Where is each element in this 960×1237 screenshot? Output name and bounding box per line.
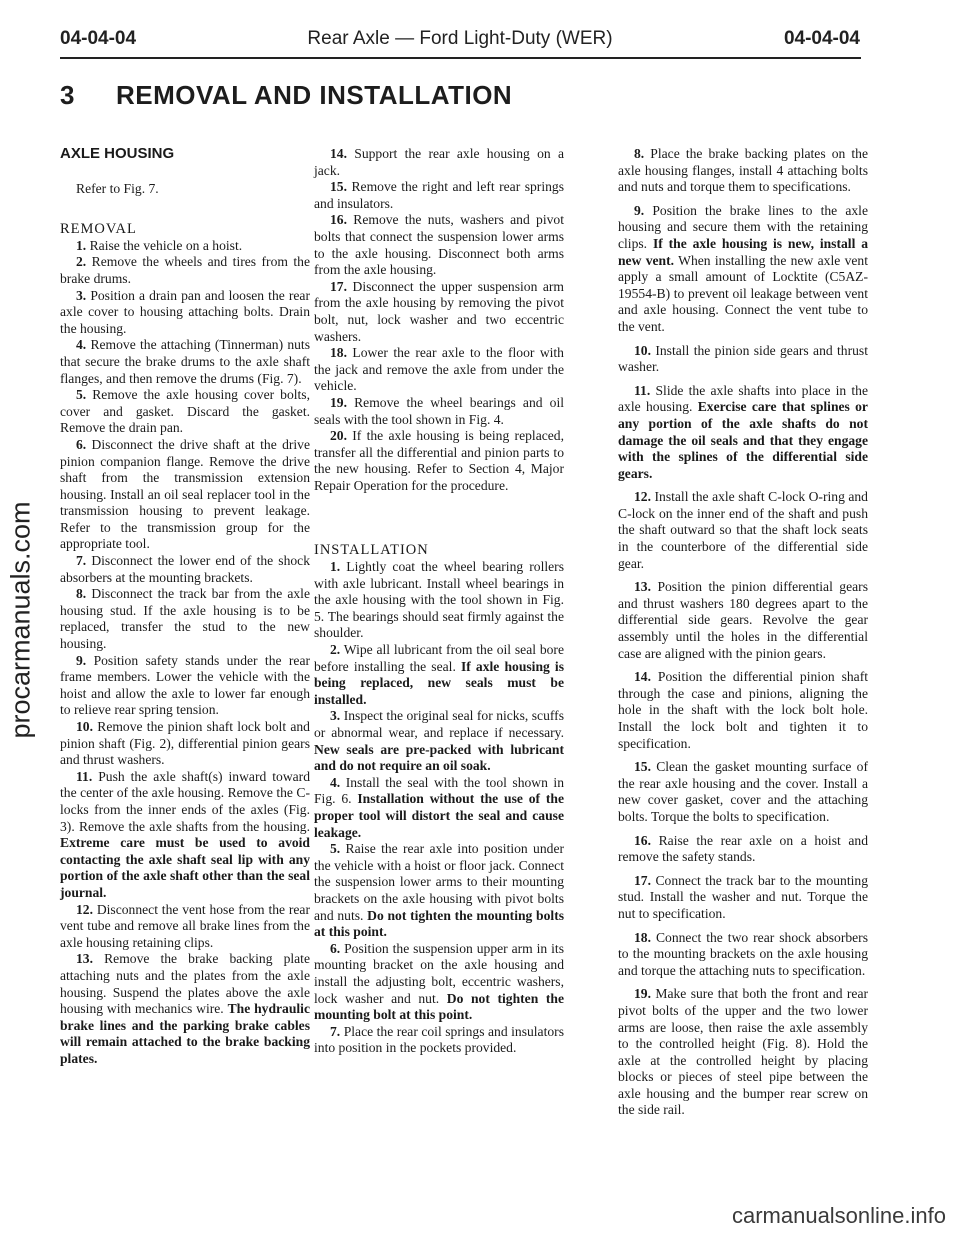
step-caution: Exercise care that splines or any portion of the axle shafts do not damage the oil seals and that they engage with the splines of the differential side gears. (618, 399, 868, 481)
step-caution: Do not tighten the mounting bolts at this point. (314, 907, 565, 940)
step-number: 13. (634, 579, 651, 595)
step-number: 12. (76, 901, 93, 917)
step-paragraph (314, 179, 564, 212)
step-number: 17. (634, 872, 651, 888)
side-watermark (4, 470, 38, 770)
step-number: 11. (76, 768, 93, 784)
step-number: 17. (330, 278, 347, 294)
step-paragraph (618, 930, 868, 980)
step-text: Raise the rear axle on a hoist and remove the safety stands. (618, 832, 868, 865)
step-text: Slide the axle shafts into place in the axle housing. (618, 382, 868, 415)
step-caution: New seals are pre-packed with lubricant and do not require an oil soak. (314, 741, 564, 774)
step-paragraph (314, 212, 564, 278)
step-number: 5. (76, 387, 87, 403)
step-text: Install the seal with the tool shown in Fig. 6. (314, 774, 564, 807)
step-number: 18. (330, 345, 347, 361)
step-number: 13. (76, 951, 93, 967)
step-paragraph (314, 146, 564, 179)
step-paragraph (314, 708, 564, 774)
step-number: 6. (76, 436, 87, 452)
step-caution: The hydraulic brake lines and the parking brake cables will remain attached to the brake backing plates. (60, 1001, 310, 1066)
step-number: 11. (634, 382, 651, 398)
step-text: Remove the pinion shaft lock bolt and pinion shaft (Fig. 2), differential pinion gears and thrust washers. (60, 719, 310, 768)
step-number: 4. (330, 774, 341, 790)
step-text: Place the rear coil springs and insulators into position in the pockets provided. (314, 1023, 564, 1056)
step-caution: Extreme care must be used to avoid contacting the axle shaft seal lip with any portion of the axle shaft other than the seal journal. (60, 835, 310, 900)
step-text: Install the axle shaft C-lock O-ring and C-lock on the inner end of the shaft and push the shaft outward so that the shaft lock seats in the counterbore of the differential side gear. (618, 489, 868, 571)
step-number: 16. (330, 212, 347, 228)
step-text: Disconnect the track bar from the axle housing stud. If the axle housing is to be replaced, transfer the stud to the new housing. (60, 586, 310, 652)
removal-steps-part1 (60, 238, 310, 1068)
step-number: 3. (76, 287, 87, 303)
step-paragraph (618, 833, 868, 866)
step-paragraph (618, 986, 868, 1119)
step-text: Position the suspension upper arm in its mounting bracket on the axle housing and install the adjusting bolt, eccentric washers, lock washer and nut. (314, 940, 564, 1006)
step-number: 10. (76, 719, 93, 734)
step-paragraph (314, 775, 564, 841)
step-paragraph (60, 553, 310, 586)
step-number: 2. (76, 254, 87, 270)
step-paragraph (618, 343, 868, 376)
step-paragraph (314, 941, 564, 1024)
bottom-watermark: carmanualsonline.info (731, 1203, 946, 1228)
step-text: Remove the nuts, washers and pivot bolts that connect the suspension lower arms to the axle housing. Disconnect both arms from the axle housing. (314, 212, 564, 278)
step-number: 5. (330, 841, 341, 857)
step-paragraph (60, 719, 310, 769)
step-paragraph (618, 579, 868, 662)
removal-steps-part2 (314, 146, 564, 494)
step-paragraph (60, 902, 310, 952)
step-paragraph (314, 559, 564, 642)
step-text: Raise the vehicle on a hoist. (89, 237, 243, 253)
step-text: Remove the attaching (Tinnerman) nuts that secure the brake drums to the axle shaft flanges, and then remove the drums (Fig. 7). (60, 337, 311, 386)
step-text: Wipe all lubricant from the oil seal bore before installing the seal. (314, 642, 564, 674)
step-text: Disconnect the drive shaft at the drive pinion companion flange. Remove the drive shaft from the transmission extension housing. Install an oil seal replacer tool in the transmission housing to prevent leakage. Refer to the transmission group for the appropriate tool. (60, 436, 310, 552)
section-title-text: REMOVAL AND INSTALLATION (116, 80, 513, 110)
step-text: If the axle housing is being replaced, transfer all the differential and pinion parts to the new housing. Refer to Section 4, Major Repair Operation for the procedure. (314, 428, 564, 493)
step-text: Connect the two rear shock absorbers to the mounting brackets on the axle housing and torque the attaching nuts to specification. (618, 929, 868, 978)
step-number: 15. (330, 179, 347, 195)
step-text: Disconnect the vent hose from the rear vent tube and remove all brake lines from the axle housing retaining clips. (60, 901, 310, 950)
step-text: Disconnect the upper suspension arm from the axle housing by removing the pivot bolt, nut, lock washer and two eccentric washers. (314, 278, 564, 344)
step-text-continued: When installing the new axle vent apply a small amount of Locktite (C5AZ-19554-B) to prevent oil leakage between vent and axle housing. Connect the vent tube to the vent. (618, 252, 868, 334)
step-paragraph (618, 669, 868, 752)
step-text: Position the brake lines to the axle housing and secure them with the retaining clips. (618, 202, 868, 251)
installation-steps-part2 (618, 146, 868, 1119)
step-number: 4. (76, 337, 87, 353)
step-paragraph (60, 254, 310, 287)
step-text: Disconnect the lower end of the shock absorbers at the mounting brackets. (60, 553, 311, 585)
step-number: 1. (76, 237, 87, 253)
step-text: Remove the brake backing plate attaching nuts and the plates from the axle housing. Suspend the plates above the axle housing with mechanics wire. (60, 951, 310, 1017)
step-number: 12. (634, 489, 651, 505)
step-text: Connect the track bar to the mounting stud. Install the washer and nut. Torque the nut to specification. (618, 872, 868, 921)
page-header (60, 28, 860, 52)
step-text: Position a drain pan and loosen the rear axle cover to housing attaching bolts. Drain the housing. (60, 287, 310, 336)
step-paragraph (314, 279, 564, 345)
installation-steps-part1 (314, 559, 564, 1057)
step-number: 7. (76, 553, 87, 569)
step-paragraph (314, 345, 564, 395)
installation-heading: INSTALLATION (314, 542, 429, 559)
removal-heading: REMOVAL (60, 221, 137, 238)
axle-housing-heading: AXLE HOUSING (60, 145, 175, 162)
step-text: Remove the wheels and tires from the brake drums. (60, 254, 310, 286)
step-text: Remove the right and left rear springs and insulators. (314, 179, 564, 211)
step-text: Position the pinion differential gears and thrust washers 180 degrees apart to the differential side gears. Revolve the gear assembly until the holes in the differential case are aligned with the pinion gears. (618, 579, 868, 661)
page-code-left: 04-04-04 (60, 28, 137, 49)
step-paragraph (60, 387, 310, 437)
step-text: Remove the wheel bearings and oil seals with the tool shown in Fig. 4. (314, 394, 564, 427)
step-paragraph (60, 288, 310, 338)
step-paragraph (60, 586, 310, 652)
section-title (60, 80, 512, 111)
step-paragraph (60, 337, 310, 387)
step-number: 20. (330, 428, 347, 444)
step-paragraph (618, 489, 868, 572)
step-paragraph (314, 428, 564, 494)
step-paragraph (618, 873, 868, 923)
step-text: Inspect the original seal for nicks, scuffs or abnormal wear, and replace if necessary. (314, 708, 564, 740)
step-number: 15. (634, 759, 651, 775)
step-paragraph (314, 642, 564, 708)
header-title: Rear Axle — Ford Light-Duty (WER) (307, 28, 613, 49)
step-number: 7. (330, 1023, 341, 1039)
step-paragraph (60, 653, 310, 719)
step-number: 14. (330, 146, 347, 161)
step-caution: Installation without the use of the proper tool will distort the seal and cause leakage. (314, 791, 564, 840)
step-text: Position safety stands under the rear frame members. Lower the vehicle with the hoist and allow the axle to lower far enough to relieve rear spring tension. (60, 652, 310, 718)
step-text: Clean the gasket mounting surface of the rear axle housing and the cover. Install a new cover gasket, cover and the attaching bolts. Torque the bolts to specification. (618, 759, 868, 824)
step-number: 16. (634, 832, 651, 848)
step-number: 8. (76, 586, 87, 602)
step-caution: If the axle housing is new, install a new vent. (618, 235, 868, 268)
column-1 (60, 146, 310, 1067)
header-rule (60, 57, 861, 59)
step-number: 9. (76, 652, 87, 668)
step-paragraph (618, 203, 868, 336)
step-number: 19. (330, 394, 347, 410)
page-code-right: 04-04-04 (783, 28, 860, 49)
step-text: Remove the axle housing cover bolts, cover and gasket. Discard the gasket. Remove the drain pan. (60, 387, 310, 436)
step-paragraph (60, 437, 310, 553)
step-paragraph (314, 841, 564, 941)
step-text: Support the rear axle housing on a jack. (314, 146, 564, 178)
step-paragraph (618, 759, 868, 825)
step-number: 19. (634, 986, 651, 1002)
step-number: 2. (330, 642, 341, 658)
step-number: 1. (330, 559, 341, 575)
column-3 (618, 146, 868, 1126)
step-number: 14. (634, 669, 651, 685)
step-text: Push the axle shaft(s) inward toward the center of the axle housing. Remove the C-locks from the inner ends of the axles (Fig. 3). Remove the axle shafts from the housing. (60, 768, 310, 834)
step-paragraph (60, 769, 310, 902)
step-text: Position the differential pinion shaft through the case and pinions, aligning the hole in the shaft with the lock bolt hole. Install the lock bolt and tighten it to specification. (618, 669, 868, 751)
step-number: 10. (634, 342, 651, 358)
step-paragraph (60, 951, 310, 1067)
step-text: Raise the rear axle into position under the vehicle with a hoist or floor jack. Connect the suspension lower arms to their mounting brackets on the axle housing with pivot bolts and nuts. (314, 841, 564, 923)
step-number: 18. (634, 929, 651, 945)
column-2 (314, 146, 564, 1057)
step-caution: If axle housing is being replaced, new seals must be installed. (314, 658, 564, 707)
step-text: Install the pinion side gears and thrust washer. (618, 342, 868, 375)
step-caution: Do not tighten the mounting bolt at this point. (314, 990, 564, 1023)
step-paragraph (60, 238, 310, 255)
step-number: 3. (330, 708, 341, 724)
step-paragraph (618, 383, 868, 483)
side-watermark-text: procarmanuals.com (5, 501, 36, 739)
step-number: 9. (634, 202, 645, 218)
step-number: 8. (634, 146, 645, 161)
step-text: Make sure that both the front and rear pivot bolts of the upper and the two lower arms are loose, then raise the axle assembly to the controlled height (Fig. 8). Hold the axle at the controlled height by placing blocks or pieces of steel pipe between the axle housing and the bumper rear screw on the side rail. (618, 986, 868, 1118)
step-number: 6. (330, 940, 341, 956)
step-text: Lower the rear axle to the floor with the jack and remove the axle from under the vehicle. (314, 345, 564, 394)
step-text: Lightly coat the wheel bearing rollers with axle lubricant. Install wheel bearings in the axle housing with the tool shown in Fig. 5. The bearings should seat firmly against the shoulder. (314, 559, 564, 641)
figure-reference: Refer to Fig. 7. (76, 180, 159, 196)
step-text: Place the brake backing plates on the axle housing flanges, install 4 attaching bolts and nuts and torque them to specifications. (618, 146, 868, 195)
step-paragraph (314, 395, 564, 428)
step-paragraph (618, 146, 868, 196)
section-number: 3 (60, 80, 75, 110)
step-paragraph (314, 1024, 564, 1057)
